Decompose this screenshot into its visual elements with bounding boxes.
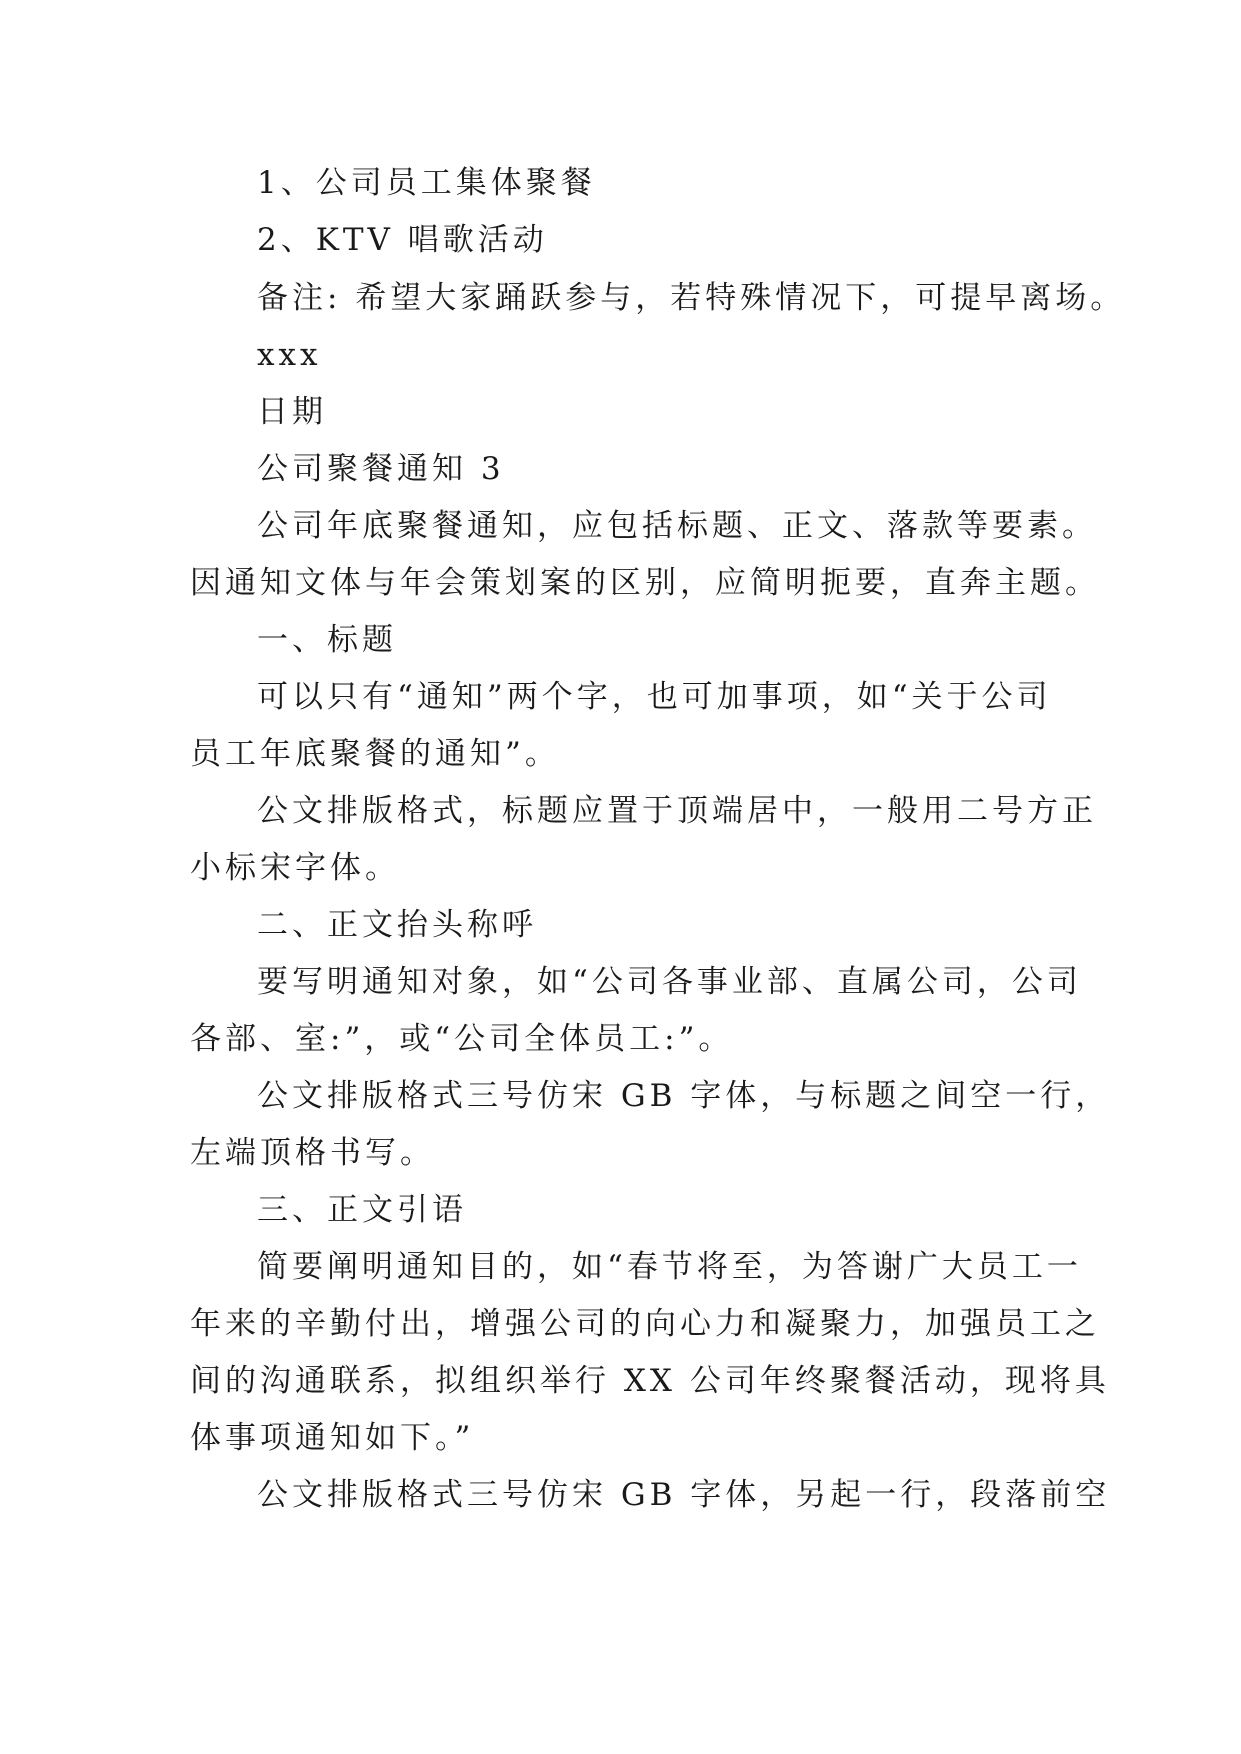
paragraph-line: 简要阐明通知目的，如“春节将至，为答谢广大员工一 [257,1249,1082,1285]
section-title: 公司聚餐通知 3 [257,451,505,487]
heading-salutation: 二、正文抬头称呼 [257,907,537,943]
paragraph-line: 小标宋字体。 [190,850,400,886]
paragraph-line: 间的沟通联系，拟组织举行 XX 公司年终聚餐活动，现将具 [190,1363,1110,1399]
paragraph-line: 公文排版格式，标题应置于顶端居中，一般用二号方正 [257,793,1097,829]
paragraph-line: 可以只有“通知”两个字，也可加事项，如“关于公司 [257,679,1052,715]
heading-intro: 三、正文引语 [257,1192,467,1228]
heading-title: 一、标题 [257,622,397,658]
paragraph-line: 左端顶格书写。 [190,1135,435,1171]
paragraph-line: 公文排版格式三号仿宋 GB 字体，另起一行，段落前空 [257,1477,1111,1513]
signature-line: xxx [257,337,322,373]
paragraph-line: 公司年底聚餐通知，应包括标题、正文、落款等要素。 [257,508,1097,544]
paragraph-line: 因通知文体与年会策划案的区别，应简明扼要，直奔主题。 [190,565,1100,601]
remark-line: 备注: 希望大家踊跃参与，若特殊情况下，可提早离场。 [257,280,1126,316]
paragraph-line: 员工年底聚餐的通知”。 [190,736,560,772]
list-item-1: 1、公司员工集体聚餐 [257,165,596,201]
paragraph-line: 要写明通知对象，如“公司各事业部、直属公司，公司 [257,964,1082,1000]
paragraph-line: 年来的辛勤付出，增强公司的向心力和凝聚力，加强员工之 [190,1306,1100,1342]
list-item-2: 2、KTV 唱歌活动 [257,222,548,258]
paragraph-line: 体事项通知如下。” [190,1420,475,1456]
date-line: 日期 [257,394,327,430]
paragraph-line: 各部、室:”，或“公司全体员工:”。 [190,1021,734,1057]
paragraph-line: 公文排版格式三号仿宋 GB 字体，与标题之间空一行， [257,1078,1111,1114]
